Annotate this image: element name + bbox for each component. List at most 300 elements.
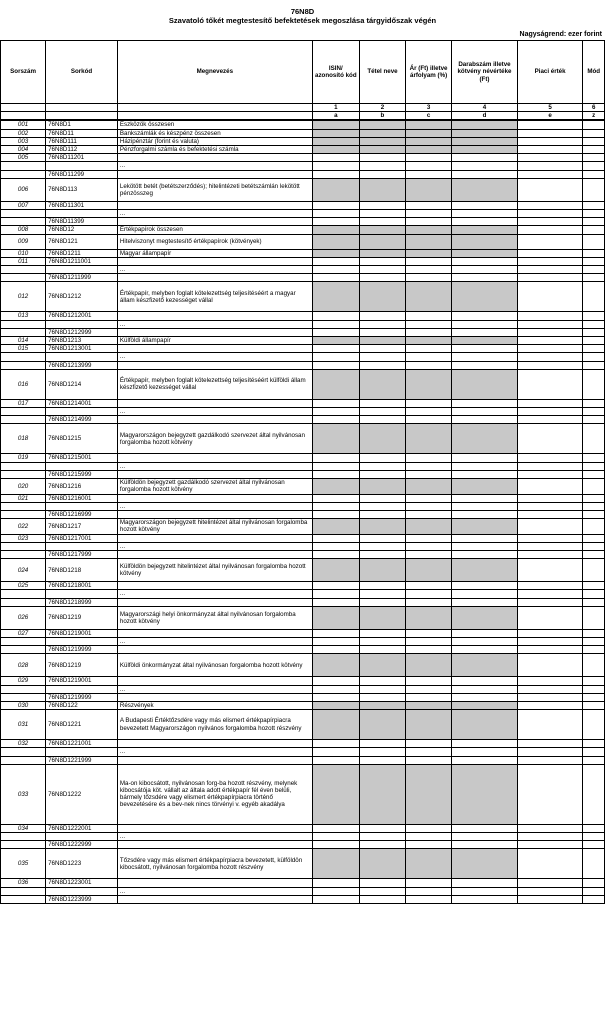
quantity-cell[interactable] (452, 399, 518, 407)
quantity-cell[interactable] (452, 320, 518, 328)
quantity-cell[interactable] (452, 470, 518, 478)
price-cell[interactable] (406, 542, 452, 550)
quantity-cell[interactable] (452, 677, 518, 685)
mode-cell[interactable] (583, 162, 605, 170)
market-value-cell[interactable] (517, 637, 583, 645)
mode-cell[interactable] (583, 748, 605, 756)
isin-cell[interactable] (312, 841, 359, 849)
isin-cell[interactable] (312, 353, 359, 361)
isin-cell[interactable] (312, 454, 359, 462)
price-cell[interactable] (406, 470, 452, 478)
price-cell[interactable] (406, 353, 452, 361)
isin-cell[interactable] (312, 312, 359, 320)
mode-cell[interactable] (583, 257, 605, 265)
market-value-cell[interactable] (517, 895, 583, 903)
price-cell[interactable] (406, 266, 452, 274)
isin-cell[interactable] (312, 328, 359, 336)
price-cell[interactable] (406, 454, 452, 462)
item-name-cell[interactable] (359, 218, 405, 226)
isin-cell[interactable] (312, 416, 359, 424)
market-value-cell[interactable] (517, 170, 583, 178)
mode-cell[interactable] (583, 129, 605, 137)
isin-cell[interactable] (312, 201, 359, 209)
price-cell[interactable] (406, 832, 452, 840)
isin-cell[interactable] (312, 637, 359, 645)
mode-cell[interactable] (583, 369, 605, 399)
mode-cell[interactable] (583, 454, 605, 462)
mode-cell[interactable] (583, 534, 605, 542)
market-value-cell[interactable] (517, 234, 583, 249)
market-value-cell[interactable] (517, 210, 583, 218)
market-value-cell[interactable] (517, 542, 583, 550)
mode-cell[interactable] (583, 178, 605, 201)
price-cell[interactable] (406, 685, 452, 693)
isin-cell[interactable] (312, 274, 359, 282)
market-value-cell[interactable] (517, 510, 583, 518)
price-cell[interactable] (406, 534, 452, 542)
mode-cell[interactable] (583, 710, 605, 740)
price-cell[interactable] (406, 408, 452, 416)
market-value-cell[interactable] (517, 534, 583, 542)
isin-cell[interactable] (312, 170, 359, 178)
mode-cell[interactable] (583, 832, 605, 840)
isin-cell[interactable] (312, 266, 359, 274)
market-value-cell[interactable] (517, 320, 583, 328)
item-name-cell[interactable] (359, 542, 405, 550)
mode-cell[interactable] (583, 646, 605, 654)
isin-cell[interactable] (312, 895, 359, 903)
market-value-cell[interactable] (517, 137, 583, 145)
item-name-cell[interactable] (359, 312, 405, 320)
quantity-cell[interactable] (452, 895, 518, 903)
isin-cell[interactable] (312, 470, 359, 478)
quantity-cell[interactable] (452, 887, 518, 895)
item-name-cell[interactable] (359, 502, 405, 510)
quantity-cell[interactable] (452, 416, 518, 424)
isin-cell[interactable] (312, 534, 359, 542)
mode-cell[interactable] (583, 210, 605, 218)
market-value-cell[interactable] (517, 454, 583, 462)
market-value-cell[interactable] (517, 685, 583, 693)
market-value-cell[interactable] (517, 764, 583, 824)
item-name-cell[interactable] (359, 328, 405, 336)
isin-cell[interactable] (312, 462, 359, 470)
mode-cell[interactable] (583, 764, 605, 824)
mode-cell[interactable] (583, 685, 605, 693)
market-value-cell[interactable] (517, 361, 583, 369)
market-value-cell[interactable] (517, 201, 583, 209)
market-value-cell[interactable] (517, 654, 583, 677)
market-value-cell[interactable] (517, 416, 583, 424)
price-cell[interactable] (406, 361, 452, 369)
mode-cell[interactable] (583, 510, 605, 518)
item-name-cell[interactable] (359, 598, 405, 606)
mode-cell[interactable] (583, 266, 605, 274)
mode-cell[interactable] (583, 629, 605, 637)
quantity-cell[interactable] (452, 756, 518, 764)
mode-cell[interactable] (583, 542, 605, 550)
item-name-cell[interactable] (359, 756, 405, 764)
isin-cell[interactable] (312, 693, 359, 701)
price-cell[interactable] (406, 218, 452, 226)
isin-cell[interactable] (312, 210, 359, 218)
market-value-cell[interactable] (517, 756, 583, 764)
quantity-cell[interactable] (452, 312, 518, 320)
market-value-cell[interactable] (517, 494, 583, 502)
item-name-cell[interactable] (359, 170, 405, 178)
price-cell[interactable] (406, 510, 452, 518)
quantity-cell[interactable] (452, 550, 518, 558)
market-value-cell[interactable] (517, 629, 583, 637)
item-name-cell[interactable] (359, 162, 405, 170)
quantity-cell[interactable] (452, 534, 518, 542)
mode-cell[interactable] (583, 519, 605, 534)
market-value-cell[interactable] (517, 120, 583, 129)
quantity-cell[interactable] (452, 201, 518, 209)
mode-cell[interactable] (583, 824, 605, 832)
price-cell[interactable] (406, 210, 452, 218)
price-cell[interactable] (406, 154, 452, 162)
price-cell[interactable] (406, 345, 452, 353)
item-name-cell[interactable] (359, 154, 405, 162)
mode-cell[interactable] (583, 849, 605, 879)
market-value-cell[interactable] (517, 369, 583, 399)
price-cell[interactable] (406, 494, 452, 502)
quantity-cell[interactable] (452, 502, 518, 510)
mode-cell[interactable] (583, 424, 605, 454)
item-name-cell[interactable] (359, 462, 405, 470)
mode-cell[interactable] (583, 740, 605, 748)
market-value-cell[interactable] (517, 257, 583, 265)
market-value-cell[interactable] (517, 887, 583, 895)
mode-cell[interactable] (583, 154, 605, 162)
market-value-cell[interactable] (517, 328, 583, 336)
isin-cell[interactable] (312, 887, 359, 895)
item-name-cell[interactable] (359, 353, 405, 361)
price-cell[interactable] (406, 416, 452, 424)
mode-cell[interactable] (583, 606, 605, 629)
item-name-cell[interactable] (359, 824, 405, 832)
market-value-cell[interactable] (517, 282, 583, 312)
market-value-cell[interactable] (517, 226, 583, 234)
mode-cell[interactable] (583, 479, 605, 494)
price-cell[interactable] (406, 693, 452, 701)
price-cell[interactable] (406, 887, 452, 895)
item-name-cell[interactable] (359, 534, 405, 542)
market-value-cell[interactable] (517, 832, 583, 840)
market-value-cell[interactable] (517, 748, 583, 756)
item-name-cell[interactable] (359, 494, 405, 502)
quantity-cell[interactable] (452, 510, 518, 518)
price-cell[interactable] (406, 646, 452, 654)
mode-cell[interactable] (583, 841, 605, 849)
item-name-cell[interactable] (359, 590, 405, 598)
quantity-cell[interactable] (452, 154, 518, 162)
isin-cell[interactable] (312, 629, 359, 637)
item-name-cell[interactable] (359, 748, 405, 756)
mode-cell[interactable] (583, 582, 605, 590)
market-value-cell[interactable] (517, 740, 583, 748)
item-name-cell[interactable] (359, 693, 405, 701)
market-value-cell[interactable] (517, 550, 583, 558)
quantity-cell[interactable] (452, 266, 518, 274)
quantity-cell[interactable] (452, 257, 518, 265)
price-cell[interactable] (406, 895, 452, 903)
mode-cell[interactable] (583, 470, 605, 478)
price-cell[interactable] (406, 550, 452, 558)
isin-cell[interactable] (312, 494, 359, 502)
price-cell[interactable] (406, 879, 452, 887)
isin-cell[interactable] (312, 154, 359, 162)
mode-cell[interactable] (583, 328, 605, 336)
market-value-cell[interactable] (517, 841, 583, 849)
mode-cell[interactable] (583, 879, 605, 887)
price-cell[interactable] (406, 162, 452, 170)
market-value-cell[interactable] (517, 559, 583, 582)
price-cell[interactable] (406, 462, 452, 470)
quantity-cell[interactable] (452, 582, 518, 590)
price-cell[interactable] (406, 312, 452, 320)
item-name-cell[interactable] (359, 895, 405, 903)
mode-cell[interactable] (583, 598, 605, 606)
price-cell[interactable] (406, 629, 452, 637)
item-name-cell[interactable] (359, 399, 405, 407)
isin-cell[interactable] (312, 542, 359, 550)
price-cell[interactable] (406, 320, 452, 328)
market-value-cell[interactable] (517, 502, 583, 510)
quantity-cell[interactable] (452, 210, 518, 218)
market-value-cell[interactable] (517, 353, 583, 361)
isin-cell[interactable] (312, 550, 359, 558)
item-name-cell[interactable] (359, 470, 405, 478)
mode-cell[interactable] (583, 282, 605, 312)
isin-cell[interactable] (312, 740, 359, 748)
isin-cell[interactable] (312, 408, 359, 416)
market-value-cell[interactable] (517, 701, 583, 709)
quantity-cell[interactable] (452, 274, 518, 282)
market-value-cell[interactable] (517, 479, 583, 494)
item-name-cell[interactable] (359, 550, 405, 558)
price-cell[interactable] (406, 170, 452, 178)
quantity-cell[interactable] (452, 361, 518, 369)
mode-cell[interactable] (583, 274, 605, 282)
quantity-cell[interactable] (452, 841, 518, 849)
mode-cell[interactable] (583, 170, 605, 178)
item-name-cell[interactable] (359, 361, 405, 369)
market-value-cell[interactable] (517, 693, 583, 701)
isin-cell[interactable] (312, 510, 359, 518)
market-value-cell[interactable] (517, 519, 583, 534)
item-name-cell[interactable] (359, 416, 405, 424)
mode-cell[interactable] (583, 637, 605, 645)
quantity-cell[interactable] (452, 685, 518, 693)
market-value-cell[interactable] (517, 178, 583, 201)
mode-cell[interactable] (583, 887, 605, 895)
price-cell[interactable] (406, 582, 452, 590)
isin-cell[interactable] (312, 879, 359, 887)
mode-cell[interactable] (583, 361, 605, 369)
market-value-cell[interactable] (517, 424, 583, 454)
mode-cell[interactable] (583, 137, 605, 145)
isin-cell[interactable] (312, 162, 359, 170)
mode-cell[interactable] (583, 590, 605, 598)
mode-cell[interactable] (583, 550, 605, 558)
isin-cell[interactable] (312, 598, 359, 606)
quantity-cell[interactable] (452, 345, 518, 353)
quantity-cell[interactable] (452, 693, 518, 701)
price-cell[interactable] (406, 328, 452, 336)
quantity-cell[interactable] (452, 162, 518, 170)
mode-cell[interactable] (583, 559, 605, 582)
isin-cell[interactable] (312, 824, 359, 832)
isin-cell[interactable] (312, 646, 359, 654)
market-value-cell[interactable] (517, 249, 583, 257)
market-value-cell[interactable] (517, 345, 583, 353)
isin-cell[interactable] (312, 582, 359, 590)
price-cell[interactable] (406, 598, 452, 606)
isin-cell[interactable] (312, 756, 359, 764)
item-name-cell[interactable] (359, 629, 405, 637)
mode-cell[interactable] (583, 654, 605, 677)
item-name-cell[interactable] (359, 887, 405, 895)
price-cell[interactable] (406, 677, 452, 685)
market-value-cell[interactable] (517, 337, 583, 345)
market-value-cell[interactable] (517, 129, 583, 137)
mode-cell[interactable] (583, 120, 605, 129)
price-cell[interactable] (406, 590, 452, 598)
price-cell[interactable] (406, 201, 452, 209)
item-name-cell[interactable] (359, 257, 405, 265)
isin-cell[interactable] (312, 502, 359, 510)
market-value-cell[interactable] (517, 162, 583, 170)
quantity-cell[interactable] (452, 542, 518, 550)
quantity-cell[interactable] (452, 637, 518, 645)
price-cell[interactable] (406, 748, 452, 756)
quantity-cell[interactable] (452, 832, 518, 840)
item-name-cell[interactable] (359, 685, 405, 693)
mode-cell[interactable] (583, 494, 605, 502)
mode-cell[interactable] (583, 249, 605, 257)
mode-cell[interactable] (583, 146, 605, 154)
market-value-cell[interactable] (517, 710, 583, 740)
isin-cell[interactable] (312, 685, 359, 693)
item-name-cell[interactable] (359, 646, 405, 654)
mode-cell[interactable] (583, 320, 605, 328)
market-value-cell[interactable] (517, 824, 583, 832)
mode-cell[interactable] (583, 677, 605, 685)
item-name-cell[interactable] (359, 345, 405, 353)
quantity-cell[interactable] (452, 408, 518, 416)
price-cell[interactable] (406, 740, 452, 748)
quantity-cell[interactable] (452, 629, 518, 637)
item-name-cell[interactable] (359, 637, 405, 645)
item-name-cell[interactable] (359, 201, 405, 209)
isin-cell[interactable] (312, 677, 359, 685)
market-value-cell[interactable] (517, 470, 583, 478)
market-value-cell[interactable] (517, 312, 583, 320)
item-name-cell[interactable] (359, 454, 405, 462)
price-cell[interactable] (406, 399, 452, 407)
quantity-cell[interactable] (452, 646, 518, 654)
mode-cell[interactable] (583, 408, 605, 416)
market-value-cell[interactable] (517, 408, 583, 416)
market-value-cell[interactable] (517, 590, 583, 598)
mode-cell[interactable] (583, 201, 605, 209)
isin-cell[interactable] (312, 218, 359, 226)
isin-cell[interactable] (312, 345, 359, 353)
market-value-cell[interactable] (517, 582, 583, 590)
price-cell[interactable] (406, 274, 452, 282)
isin-cell[interactable] (312, 832, 359, 840)
market-value-cell[interactable] (517, 598, 583, 606)
item-name-cell[interactable] (359, 266, 405, 274)
quantity-cell[interactable] (452, 494, 518, 502)
mode-cell[interactable] (583, 756, 605, 764)
isin-cell[interactable] (312, 399, 359, 407)
price-cell[interactable] (406, 257, 452, 265)
quantity-cell[interactable] (452, 824, 518, 832)
quantity-cell[interactable] (452, 740, 518, 748)
item-name-cell[interactable] (359, 879, 405, 887)
mode-cell[interactable] (583, 502, 605, 510)
market-value-cell[interactable] (517, 677, 583, 685)
mode-cell[interactable] (583, 345, 605, 353)
price-cell[interactable] (406, 637, 452, 645)
item-name-cell[interactable] (359, 740, 405, 748)
mode-cell[interactable] (583, 399, 605, 407)
market-value-cell[interactable] (517, 462, 583, 470)
mode-cell[interactable] (583, 337, 605, 345)
isin-cell[interactable] (312, 361, 359, 369)
market-value-cell[interactable] (517, 274, 583, 282)
item-name-cell[interactable] (359, 841, 405, 849)
mode-cell[interactable] (583, 353, 605, 361)
mode-cell[interactable] (583, 234, 605, 249)
quantity-cell[interactable] (452, 218, 518, 226)
mode-cell[interactable] (583, 218, 605, 226)
price-cell[interactable] (406, 841, 452, 849)
item-name-cell[interactable] (359, 677, 405, 685)
quantity-cell[interactable] (452, 462, 518, 470)
quantity-cell[interactable] (452, 748, 518, 756)
mode-cell[interactable] (583, 312, 605, 320)
isin-cell[interactable] (312, 748, 359, 756)
market-value-cell[interactable] (517, 849, 583, 879)
mode-cell[interactable] (583, 701, 605, 709)
item-name-cell[interactable] (359, 510, 405, 518)
isin-cell[interactable] (312, 257, 359, 265)
item-name-cell[interactable] (359, 408, 405, 416)
item-name-cell[interactable] (359, 832, 405, 840)
quantity-cell[interactable] (452, 590, 518, 598)
market-value-cell[interactable] (517, 266, 583, 274)
market-value-cell[interactable] (517, 606, 583, 629)
price-cell[interactable] (406, 824, 452, 832)
quantity-cell[interactable] (452, 353, 518, 361)
item-name-cell[interactable] (359, 582, 405, 590)
market-value-cell[interactable] (517, 218, 583, 226)
market-value-cell[interactable] (517, 399, 583, 407)
item-name-cell[interactable] (359, 274, 405, 282)
mode-cell[interactable] (583, 462, 605, 470)
quantity-cell[interactable] (452, 328, 518, 336)
mode-cell[interactable] (583, 895, 605, 903)
isin-cell[interactable] (312, 320, 359, 328)
market-value-cell[interactable] (517, 154, 583, 162)
market-value-cell[interactable] (517, 146, 583, 154)
market-value-cell[interactable] (517, 646, 583, 654)
price-cell[interactable] (406, 502, 452, 510)
